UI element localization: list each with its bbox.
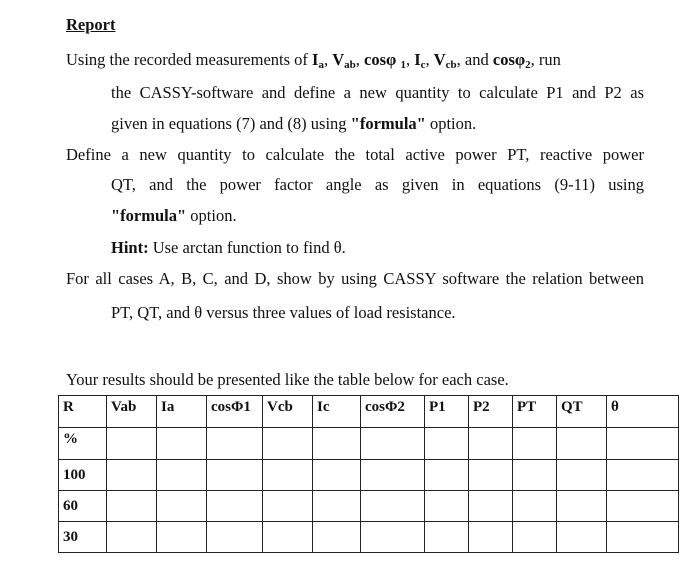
table-cell [557, 522, 607, 553]
table-cell [107, 428, 157, 460]
header-cell: Ia [157, 396, 207, 428]
table-cell [313, 460, 361, 491]
table-cell [425, 460, 469, 491]
table-cell [607, 428, 679, 460]
table-cell [157, 522, 207, 553]
table-cell [207, 522, 263, 553]
results-table [58, 395, 679, 553]
table-cell [557, 491, 607, 522]
header-cell-theta: θ [607, 396, 679, 428]
table-cell [513, 522, 557, 553]
paragraph-2-line-2: QT, and the power factor angle as given in equations (9-11) using [111, 175, 644, 194]
paragraph-1-line-2: the CASSY-software and define a new quantity to calculate P1 and P2 as [111, 83, 644, 102]
table-cell [607, 522, 679, 553]
table-cell [425, 522, 469, 553]
resistance-cell: 100 [59, 460, 107, 491]
hint-line [111, 238, 346, 258]
header-cell: Ic [313, 396, 361, 428]
report-heading: Report [66, 15, 116, 34]
table-cell [513, 428, 557, 460]
table-cell [361, 491, 425, 522]
table-cell [313, 522, 361, 553]
table-cell [361, 522, 425, 553]
table-cell [607, 491, 679, 522]
table-cell [469, 522, 513, 553]
table-cell [361, 460, 425, 491]
unit-cell: % [59, 428, 107, 460]
table-cell [263, 491, 313, 522]
table-cell [207, 460, 263, 491]
header-cell: PT [513, 396, 557, 428]
table-row [59, 460, 679, 491]
table-row [59, 522, 679, 553]
table-cell [107, 522, 157, 553]
table-cell [513, 491, 557, 522]
header-cell: R [59, 396, 107, 428]
table-cell [469, 460, 513, 491]
header-cell: P2 [469, 396, 513, 428]
header-cell: P1 [425, 396, 469, 428]
hint-label: Hint: [111, 238, 149, 257]
table-cell [107, 460, 157, 491]
header-cell: Vcb [263, 396, 313, 428]
table-header-row [59, 396, 679, 428]
table-cell [469, 491, 513, 522]
table-cell [361, 428, 425, 460]
table-cell [557, 460, 607, 491]
header-cell: Vab [107, 396, 157, 428]
table-unit-row [59, 428, 679, 460]
table-cell [607, 460, 679, 491]
results-intro: Your results should be presented like the table below for each case. [66, 370, 509, 389]
header-cell: cosΦ1 [207, 396, 263, 428]
hint-text: Use arctan function to find θ. [152, 238, 346, 257]
table-cell [313, 491, 361, 522]
table-cell [263, 460, 313, 491]
table-cell [207, 428, 263, 460]
table-cell [425, 428, 469, 460]
table-cell [107, 491, 157, 522]
table-cell [513, 460, 557, 491]
paragraph-2-line-1: Define a new quantity to calculate the total active power PT, reactive power [66, 145, 644, 164]
table-cell [425, 491, 469, 522]
table-row [59, 491, 679, 522]
table-cell [207, 491, 263, 522]
table-cell [313, 428, 361, 460]
header-cell: QT [557, 396, 607, 428]
paragraph-3-line-1: For all cases A, B, C, and D, show by using CASSY software the relation between [66, 269, 644, 288]
table-cell [157, 460, 207, 491]
table-cell [263, 522, 313, 553]
resistance-cell: 60 [59, 491, 107, 522]
table-cell [157, 428, 207, 460]
table-cell [263, 428, 313, 460]
paragraph-1-line-3: given in equations (7) and (8) using "formula" option. [111, 114, 477, 133]
table-cell [557, 428, 607, 460]
paragraph-3-line-2: PT, QT, and θ versus three values of load resistance. [111, 303, 456, 322]
header-cell: cosΦ2 [361, 396, 425, 428]
table-cell [469, 428, 513, 460]
resistance-cell: 30 [59, 522, 107, 553]
table-cell [157, 491, 207, 522]
paragraph-1-line-1: Using the recorded measurements of Ia, Vab, cosφ 1, Ic, Vcb, and cosφ2, run [66, 50, 561, 71]
paragraph-2-line-3: "formula" option. [111, 206, 237, 225]
